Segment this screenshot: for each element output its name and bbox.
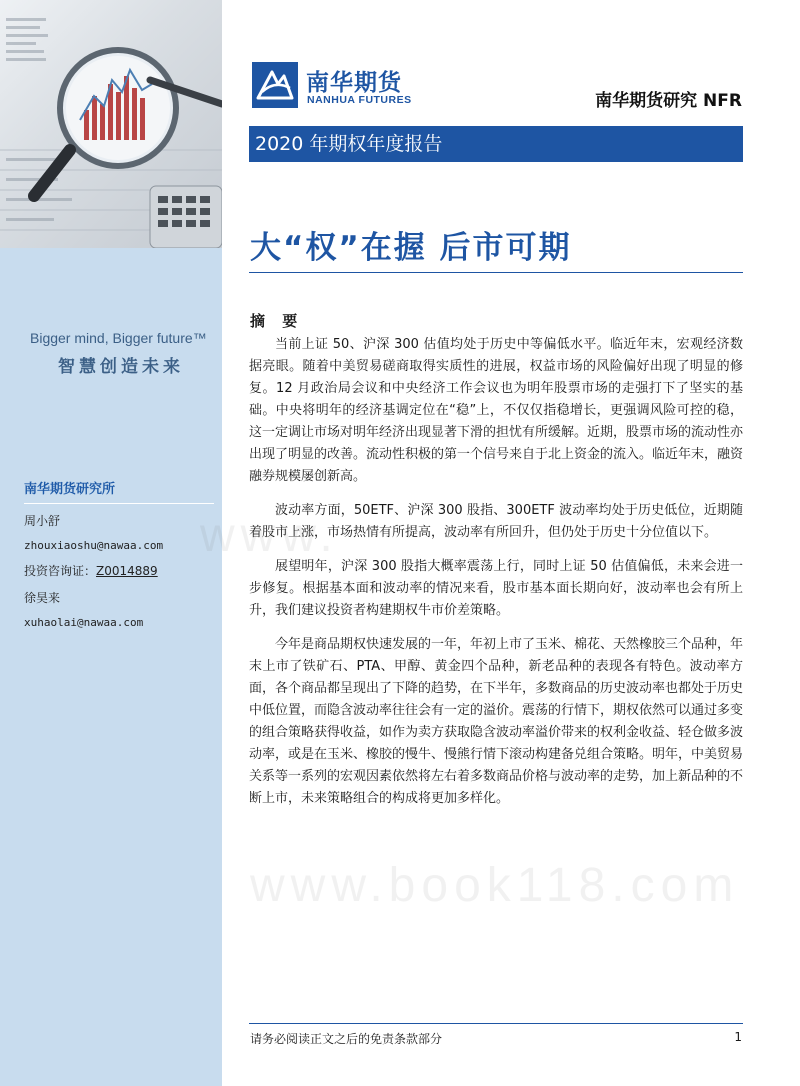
page-number: 1 (734, 1030, 742, 1044)
author-email[interactable]: zhouxiaoshu@nawaa.com (24, 539, 164, 552)
summary-paragraph: 展望明年，沪深 300 股指大概率震荡上行，同时上证 50 估值偏低，未来会进一步修复。根据基本面和波动率的情况来看，股市基本面长期向好，波动率也会有所上升，我们建议投资者构建期权牛市价差策略。 (249, 559, 743, 618)
author-info (24, 478, 214, 639)
institute-name: 南华期货研究所 (24, 478, 214, 504)
consult-label: 投资咨询证： (24, 564, 97, 578)
slogan-chinese: 智慧创造未来 (58, 357, 184, 377)
watermark-text: www.book118.com (250, 859, 740, 912)
summary-paragraph: 波动率方面，50ETF、沪深 300 股指、300ETF 波动率均处于历史低位，近期随着股市上涨，市场热情有所提高，波动率有所回升，但仍处于历史十分位值以下。 (249, 503, 743, 540)
logo-text-english: NANHUA FUTURES (307, 94, 412, 106)
footer-divider (249, 1023, 743, 1024)
summary-paragraph: 当前上证 50、沪深 300 估值均处于历史中等偏低水平。临近年末，宏观经济数据亮眼。随着中美贸易磋商取得实质性的进展，权益市场的风险偏好出现了明显的修复。12 月政治局会议和中央经济工作会议也为明年股票市场的走强打下了坚实的基础。中央将明年的经济基调定位在“稳”上，不仅仅指稳增长，更强调风险可控的稳，这一定调让市场对明年经济出现显著下滑的担忧有所缓解。近期，股票市场的流动性亦出现了明显的改善。流动性积极的第一个信号来自于北上资金的流入。临近年末，融资融券规模屡创新高。 (249, 337, 744, 484)
brand-label: 南华期货研究 NFR (595, 91, 742, 111)
summary-paragraph: 今年是商品期权快速发展的一年，年初上市了玉米、棉花、天然橡胶三个品种，年末上市了铁矿石、PTA、甲醇、黄金四个品种，新老品种的表现各有特色。波动率方面，各个商品都呈现出了下降的趋势，在下半年，多数商品的历史波动率也都处于历史中低位置，而隐含波动率往往会有一定的溢价。震荡的行情下，期权依然可以通过多变的组合策略获得收益，如作为卖方获取隐含波动率溢价带来的权利金收益、轻仓做多波动率，或是在玉米、橡胶的慢牛、慢熊行情下滚动构建备兑组合策略。明年，中美贸易关系等一系列的宏观因素依然将左右着多数商品价格与波动率的走势，加上新品种的不断上市，未来策略组合的构成将更加多样化。 (249, 637, 744, 806)
footer-disclaimer: 请务必阅读正文之后的免责条款部分 (250, 1032, 443, 1046)
page-title: 大“权”在握 后市可期 (250, 230, 572, 266)
logo-text-chinese: 南华期货 (306, 70, 402, 96)
author-email[interactable]: xuhaolai@nawaa.com (24, 616, 144, 629)
left-sidebar (0, 0, 222, 1086)
consult-cert (24, 562, 214, 579)
author-name: 周小舒 (24, 514, 61, 528)
watermark-text: www. (200, 509, 339, 562)
summary-heading: 摘 要 (250, 312, 304, 330)
cover-photo-magnifier-calculator (0, 0, 222, 248)
title-divider (249, 272, 743, 273)
consult-number: Z0014889 (96, 564, 158, 578)
summary-body (249, 334, 743, 822)
slogan-english: Bigger mind, Bigger future™ (30, 330, 207, 346)
author-name: 徐昊来 (24, 591, 61, 605)
report-type-banner: 2020 年期权年度报告 (249, 126, 743, 162)
nanhua-logo-icon (252, 62, 298, 108)
